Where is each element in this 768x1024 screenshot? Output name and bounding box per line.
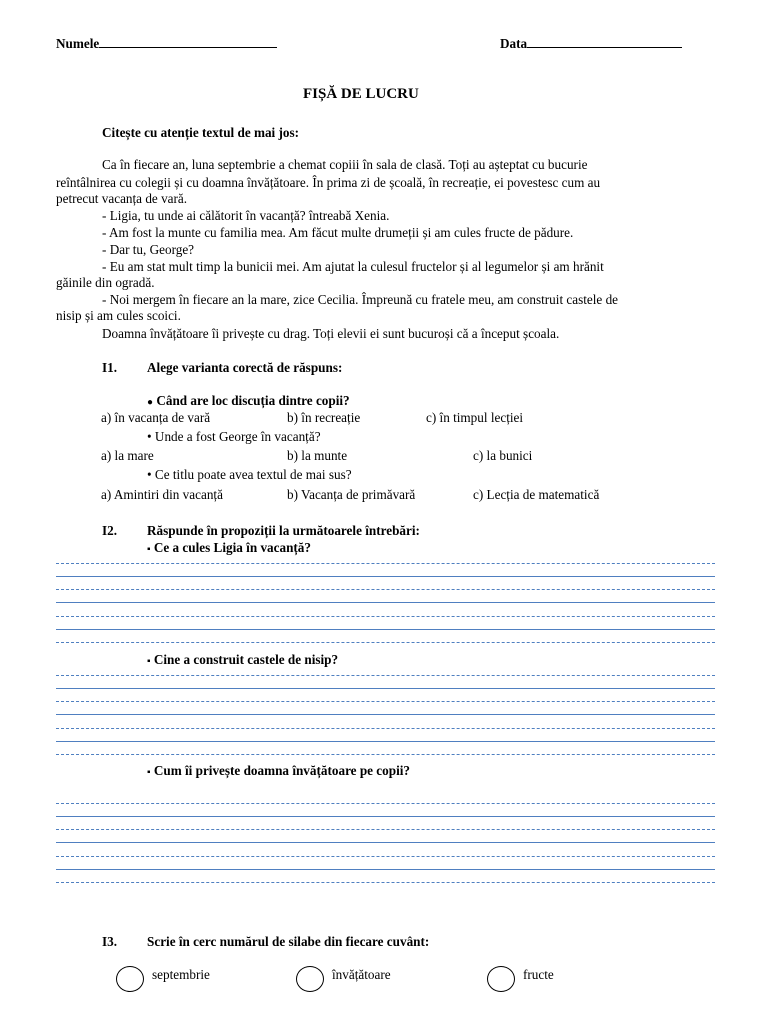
page-title: FIȘĂ DE LUCRU (303, 86, 419, 102)
option-1-3-b[interactable]: b) Vacanța de primăvară (287, 487, 416, 502)
section1-title: Alege varianta corectă de răspuns: (147, 360, 343, 375)
writing-line (56, 882, 715, 883)
date-label: Data (500, 36, 682, 52)
writing-line (56, 602, 715, 603)
section3-title: Scrie în cerc numărul de silabe din fiecare cuvânt: (147, 934, 430, 949)
date-blank[interactable] (527, 36, 682, 48)
question-1-3: • Ce titlu poate avea textul de mai sus? (147, 467, 352, 482)
option-1-1-c[interactable]: c) în timpul lecției (426, 410, 524, 425)
writing-line (56, 754, 715, 755)
text-line: nisip și am cules scoici. (56, 308, 181, 323)
writing-line (56, 589, 715, 590)
text-line: reîntâlnirea cu colegii și cu doamna învățătoare. În prima zi de școală, în recreație, ei povestesc cum au (56, 175, 601, 190)
text-line: Doamna învățătoare îi privește cu drag. Toți elevii ei sunt bucuroși că a început școala. (102, 326, 560, 341)
text-line: găinile din ogradă. (56, 275, 155, 290)
bullet-icon: ▪ (147, 767, 151, 778)
bullet-icon: • (147, 467, 152, 482)
writing-line (56, 642, 715, 643)
option-1-3-c[interactable]: c) Lecția de matematică (473, 487, 600, 502)
name-blank[interactable] (99, 36, 277, 48)
question-2-3: ▪ Cum îi privește doamna învățătoare pe copii? (147, 763, 411, 778)
writing-line (56, 629, 715, 630)
syllable-circle[interactable] (296, 966, 324, 992)
text-line: - Dar tu, George? (102, 242, 195, 257)
option-1-2-b[interactable]: b) la munte (287, 448, 348, 463)
question-2-2: ▪ Cine a construit castele de nisip? (147, 652, 339, 667)
word-label: fructe (523, 967, 554, 982)
syllable-circle[interactable] (487, 966, 515, 992)
writing-line (56, 741, 715, 742)
word-label: septembrie (152, 967, 210, 982)
option-1-2-c[interactable]: c) la bunici (473, 448, 533, 463)
text-line: petrecut vacanța de vară. (56, 191, 188, 206)
text-line: - Eu am stat mult timp la bunicii mei. Am ajutat la culesul fructelor și al legumelor și am hrănit (102, 259, 604, 274)
name-label: Numele (56, 36, 277, 52)
option-1-3-a[interactable]: a) Amintiri din vacanță (101, 487, 223, 502)
writing-line (56, 856, 715, 857)
writing-line (56, 728, 715, 729)
word-label: învățătoare (332, 967, 391, 982)
question-2-1: ▪ Ce a cules Ligia în vacanță? (147, 540, 311, 555)
question-1-1: ● Când are loc discuția dintre copii? (147, 393, 350, 408)
bullet-icon: • (147, 429, 152, 444)
writing-line (56, 714, 715, 715)
writing-line (56, 688, 715, 689)
writing-line (56, 616, 715, 617)
writing-line (56, 869, 715, 870)
option-1-1-b[interactable]: b) în recreație (287, 410, 361, 425)
text-line: - Noi mergem în fiecare an la mare, zice Cecilia. Împreună cu fratele meu, am construit castele de (102, 292, 619, 307)
bullet-icon: ▪ (147, 544, 151, 555)
section1-number: I1. (102, 360, 118, 375)
bullet-icon: ▪ (147, 656, 151, 667)
text-line: - Ligia, tu unde ai călătorit în vacanță? întreabă Xenia. (102, 208, 390, 223)
writing-line (56, 829, 715, 830)
text-line: - Am fost la munte cu familia mea. Am făcut multe drumeții și am cules fructe de pădure. (102, 225, 574, 240)
writing-line (56, 816, 715, 817)
writing-line (56, 576, 715, 577)
writing-line (56, 803, 715, 804)
option-1-1-a[interactable]: a) în vacanța de vară (101, 410, 211, 425)
bullet-icon: ● (147, 397, 154, 408)
text-line: Ca în fiecare an, luna septembrie a chemat copiii în sala de clasă. Toți au așteptat cu bucurie (102, 157, 588, 172)
reading-instruction: Citește cu atenție textul de mai jos: (102, 125, 300, 140)
section2-number: I2. (102, 523, 118, 538)
option-1-2-a[interactable]: a) la mare (101, 448, 154, 463)
writing-line (56, 701, 715, 702)
section2-title: Răspunde în propoziții la următoarele întrebări: (147, 523, 420, 538)
writing-line (56, 675, 715, 676)
syllable-circle[interactable] (116, 966, 144, 992)
section3-number: I3. (102, 934, 118, 949)
question-1-2: • Unde a fost George în vacanță? (147, 429, 321, 444)
writing-line (56, 842, 715, 843)
writing-line (56, 563, 715, 564)
